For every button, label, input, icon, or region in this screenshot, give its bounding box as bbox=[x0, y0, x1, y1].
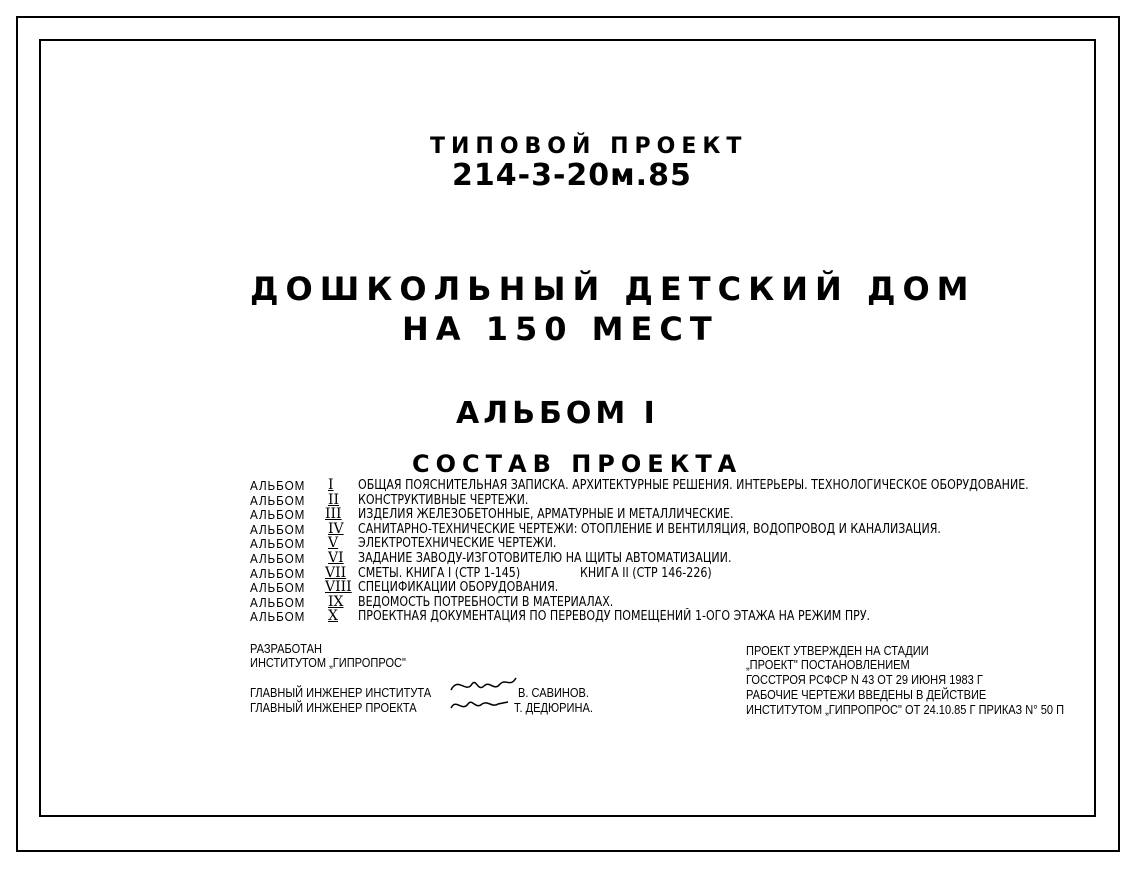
album-row-description: СПЕЦИФИКАЦИИ ОБОРУДОВАНИЯ. bbox=[358, 580, 559, 596]
album-row-label: АЛЬБОМ bbox=[250, 565, 306, 581]
album-row-description: ИЗДЕЛИЯ ЖЕЛЕЗОБЕТОННЫЕ, АРМАТУРНЫЕ И МЕТАЛЛИЧЕСКИЕ. bbox=[358, 507, 734, 523]
album-row-description: ОБЩАЯ ПОЯСНИТЕЛЬНАЯ ЗАПИСКА. АРХИТЕКТУРНЫЕ РЕШЕНИЯ. ИНТЕРЬЕРЫ. ТЕХНОЛОГИЧЕСКОЕ ОБОРУДОВАНИЕ. bbox=[358, 478, 1029, 493]
album-row-label: АЛЬБОМ bbox=[250, 478, 306, 493]
album-row-number: X bbox=[328, 608, 338, 625]
project-name-line2: НА 150 МЕСТ bbox=[402, 310, 719, 348]
album-row-description: ЗАДАНИЕ ЗАВОДУ-ИЗГОТОВИТЕЛЮ НА ЩИТЫ АВТОМАТИЗАЦИИ. bbox=[358, 551, 732, 566]
album-row-description: САНИТАРНО-ТЕХНИЧЕСКИЕ ЧЕРТЕЖИ: ОТОПЛЕНИЕ И ВЕНТИЛЯЦИЯ, ВОДОПРОВОД И КАНАЛИЗАЦИЯ. bbox=[358, 521, 941, 537]
album-row-number: IV bbox=[328, 520, 344, 537]
album-row-number: VII bbox=[325, 564, 347, 581]
album-row-description: СМЕТЫ. КНИГА I (СТР 1-145) bbox=[358, 565, 521, 581]
chief-engineer-institute-name: В. САВИНОВ. bbox=[518, 685, 589, 700]
developer-line1: РАЗРАБОТАН bbox=[250, 641, 323, 656]
album-row-number: V bbox=[328, 535, 339, 552]
album-row-description: ВЕДОМОСТЬ ПОТРЕБНОСТИ В МАТЕРИАЛАХ. bbox=[358, 594, 614, 610]
album-row-label: АЛЬБОМ bbox=[250, 594, 306, 610]
album-row-number: I bbox=[328, 477, 334, 493]
signature-dedyurina bbox=[448, 692, 510, 716]
album-row-description: ЭЛЕКТРОТЕХНИЧЕСКИЕ ЧЕРТЕЖИ. bbox=[358, 536, 557, 552]
developer-line2: ИНСТИТУТОМ „ГИПРОПРОС" bbox=[250, 655, 406, 670]
approval-line3: ГОССТРОЯ РСФСР N 43 ОТ 29 ИЮНЯ 1983 Г bbox=[746, 672, 983, 687]
project-label: ТИПОВОЙ ПРОЕКТ bbox=[430, 134, 748, 159]
album-row-description: КОНСТРУКТИВНЫЕ ЧЕРТЕЖИ. bbox=[358, 492, 529, 508]
album-title: АЛЬБОМ I bbox=[456, 396, 659, 431]
album-row-label: АЛЬБОМ bbox=[250, 609, 306, 625]
album-row-label: АЛЬБОМ bbox=[250, 521, 306, 537]
chief-engineer-institute-label: ГЛАВНЫЙ ИНЖЕНЕР ИНСТИТУТА bbox=[250, 685, 432, 700]
album-row-label: АЛЬБОМ bbox=[250, 507, 306, 523]
chief-engineer-project-name: Т. ДЕДЮРИНА. bbox=[514, 700, 593, 715]
album-row-label: АЛЬБОМ bbox=[250, 551, 306, 566]
album-row-description: ПРОЕКТНАЯ ДОКУМЕНТАЦИЯ ПО ПЕРЕВОДУ ПОМЕЩЕНИЙ 1-ОГО ЭТАЖА НА РЕЖИМ ПРУ. bbox=[358, 609, 871, 625]
chief-engineer-project-label: ГЛАВНЫЙ ИНЖЕНЕР ПРОЕКТА bbox=[250, 700, 417, 715]
project-name-line1: ДОШКОЛЬНЫЙ ДЕТСКИЙ ДОМ bbox=[250, 270, 976, 308]
approval-line2: „ПРОЕКТ" ПОСТАНОВЛЕНИЕМ bbox=[746, 657, 910, 672]
album-row-label: АЛЬБОМ bbox=[250, 492, 306, 508]
album-row-label: АЛЬБОМ bbox=[250, 580, 306, 596]
project-number: 214-3-20м.85 bbox=[452, 158, 692, 193]
approval-line1: ПРОЕКТ УТВЕРЖДЕН НА СТАДИИ bbox=[746, 643, 929, 658]
album-row-number: VI bbox=[328, 550, 344, 566]
album-row-number: IX bbox=[328, 593, 344, 610]
album-row-label: АЛЬБОМ bbox=[250, 536, 306, 552]
album-row-number: II bbox=[328, 491, 340, 508]
composition-heading: СОСТАВ ПРОЕКТА bbox=[412, 450, 743, 478]
album-row-number: III bbox=[325, 506, 342, 523]
album-row-description-extra: КНИГА II (СТР 146-226) bbox=[580, 565, 712, 581]
approval-line4: РАБОЧИЕ ЧЕРТЕЖИ ВВЕДЕНЫ В ДЕЙСТВИЕ bbox=[746, 687, 987, 702]
album-row-number: VIII bbox=[325, 579, 352, 596]
approval-line5: ИНСТИТУТОМ „ГИПРОПРОС" ОТ 24.10.85 Г ПРИКАЗ N° 50 П bbox=[746, 702, 1065, 717]
